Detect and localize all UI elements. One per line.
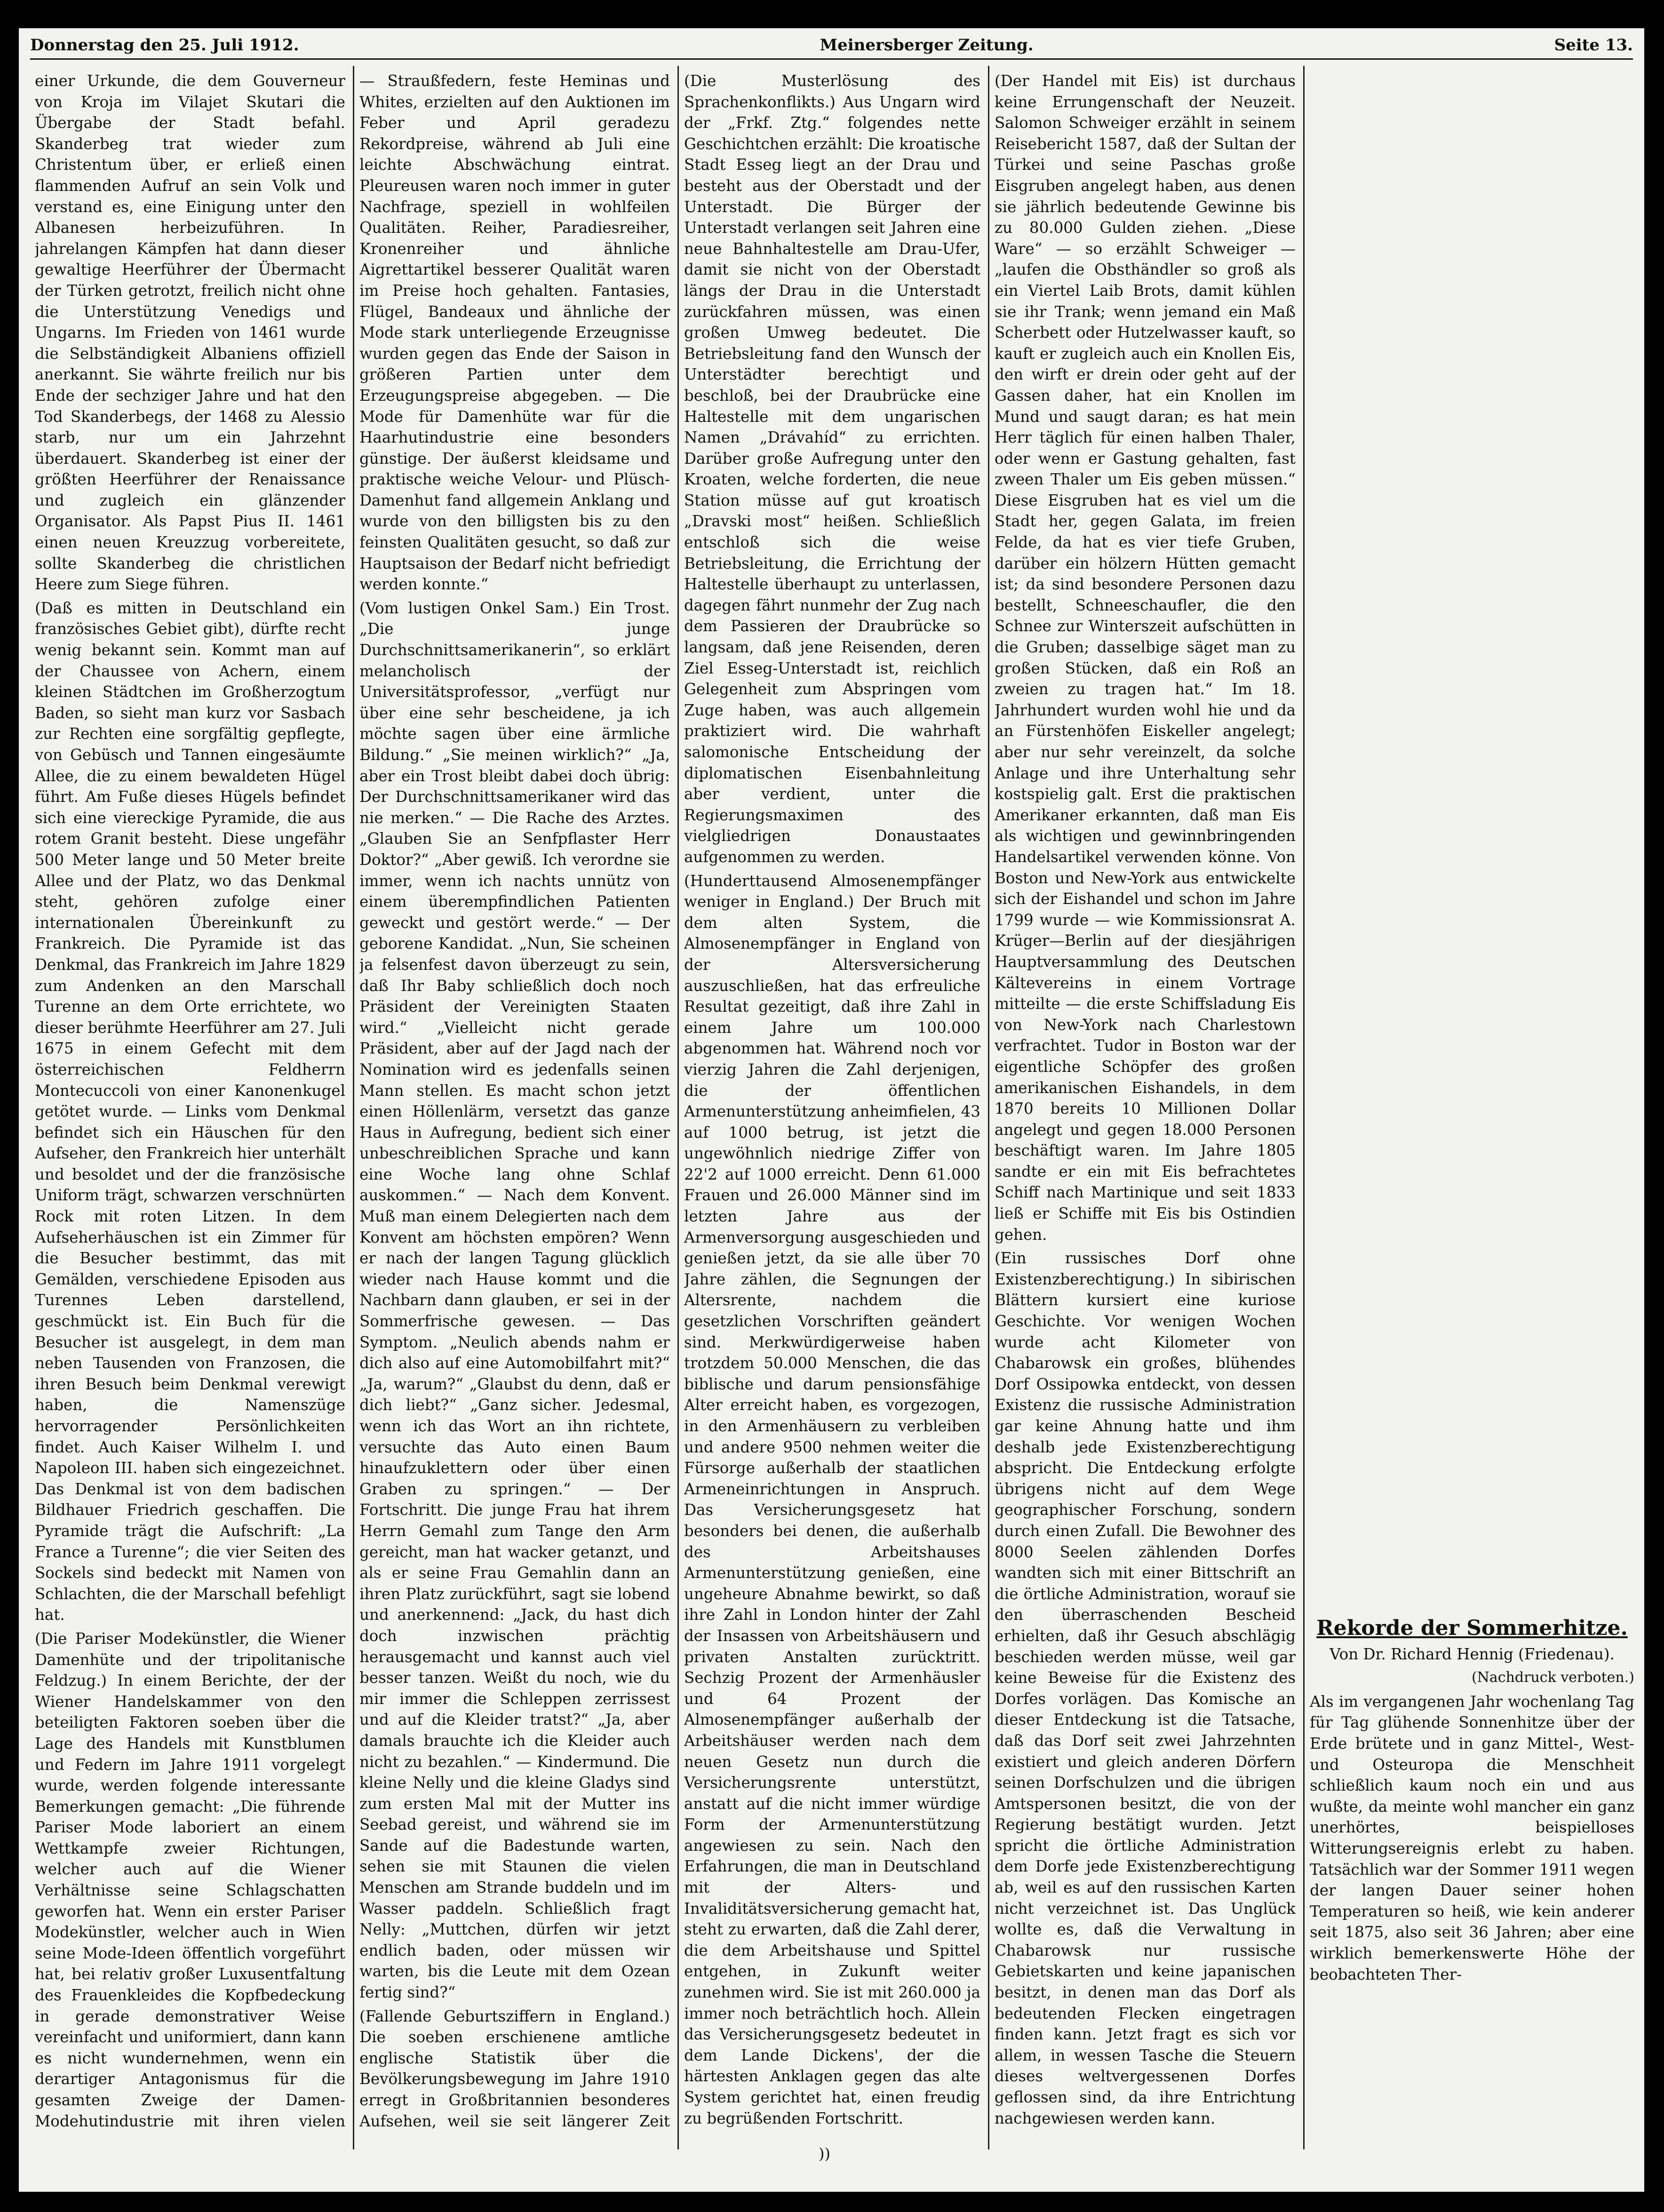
newspaper-page [19, 28, 1644, 2192]
paragraph: (Vom lustigen Onkel Sam.) Ein Trost. „Die junge Durchschnittsamerikanerin“, so erklärt melancholisch der Universitätsprofessor, „verfügt nur über eine sehr bescheidene, ja ich möchte sagen über eine ärmliche Bildung.“ „Sie meinen wirklich?“ „Ja, aber ein Trost bleibt dabei doch übrig: Der Durchschnittsamerikaner wird das nie merken.“ — Die Rache des Arztes. „Glauben Sie an Senfpflaster Herr Doktor?“ „Aber gewiß. Ich verordne sie immer, wenn ich nachts unnütz von einem überempfindlichen Patienten geweckt und gestört werde.“ — Der geborene Kandidat. „Nun, Sie scheinen ja felsenfest davon überzeugt zu sein, daß Ihr Baby schließlich doch noch Präsident der Vereinigten Staaten wird.“ „Vielleicht nicht gerade Präsident, aber auf der Jagd nach der Nomination wird es jedenfalls seinen Mann stellen. Es macht schon jetzt einen Höllenlärm, versetzt das ganze Haus in Aufregung, bedient sich einer unbeschreiblichen Sprache und kann eine Woche lang ohne Schlaf auskommen.“ — Nach dem Konvent. Muß man einem Delegierten nach dem Konvent am höchsten empören? Wenn er nach der langen Tagung glücklich wieder nach Hause kommt und die Nachbarn dann glauben, er sei in der Sommerfrische gewesen. — Das Symptom. „Neulich abends nahm er dich also auf eine Automobilfahrt mit?“ „Ja, warum?“ „Glaubst du denn, daß er dich liebt?“ „Ganz sicher. Jedesmal, wenn ich das Wort an ihn richtete, versuchte das Auto einen Baum hinaufzuklettern oder über einen Graben zu springen.“ — Der Fortschritt. Die junge Frau hat ihrem Herrn Gemahl zum Tange den Arm gereicht, man hat wacker getanzt, und als er seine Frau Gemahlin dann an ihren Platz zurückführt, sagt sie lobend und anerkennend: „Jack, du hast dich doch inzwischen prächtig herausgemacht und kannst auch viel besser tanzen. Weißt du noch, wie du mir immer die Schleppen zerrissest und auf die Kleider tratst?“ „Ja, aber damals brauchte ich die Kleider auch nicht zu bezahlen.“ — Kindermund. Die kleine Nelly und die kleine Gladys sind zum ersten Mal mit der Mutter ins Seebad gereist, und während sie im Sande auf die Badestunde warten, sehen sie mit Staunen die vielen Menschen am Strande buddeln und im Wasser paddeln. Schließlich fragt Nelly: „Muttchen, dürfen wir jetzt endlich baden, oder müssen wir warten, bis die Leute mit dem Ozean fertig sind?“ [359, 599, 670, 2002]
paragraph: (Die Pariser Modekünstler, die Wiener Damenhüte und der tripolitanische Feldzug.) In einem Berichte, der der Wiener Handelskammer von den beteiligten Faktoren soeben über die Lage des Handels mit Kunstblumen und Federn im Jahre 1911 vorgelegt wurde, werden folgende interessante Bemerkungen gemacht: „Die führende Pariser Mode laboriert an einem Wettkampfe zweier Richtungen, welcher auch auf die Wiener Verhältnisse seine Schlagschatten geworfen hat. Wenn ein erster Pariser Modekünstler, welcher auch in Wien seine Mode-Ideen öffentlich vorgeführt hat, bei relativ großer Luxusentfaltung des Frauenkleides die Kopfbedeckung in gerade demonstrativer Weise vereinfacht und uniformiert, dann kann es nicht wundernehmen, wenn ein derartiger Antagonismus für die gesamten Zweige der Damen-Modehutindustrie mit ihren vielen [35, 1629, 345, 2130]
column-rule [353, 66, 354, 2149]
column-5 [1310, 71, 1634, 2131]
column-rule [677, 66, 679, 2149]
page-header [30, 32, 1633, 60]
article-title: Rekorde der Sommerhitze. [1316, 1616, 1628, 1640]
paragraph: Als im vergangenen Jahr wochenlang Tag für Tag glühende Sonnenhitze über der Erde brütete und in ganz Mittel-, West- und Osteuropa die Menschheit schließlich kaum noch ein und aus wußte, da meinte wohl mancher ein ganz unerhörtes, beispielloses Witterungsereignis erlebt zu haben. Tatsächlich war der Sommer 1911 wegen der langen Dauer seiner hohen Temperaturen so heiß, wie kein anderer seit 1875, also seit 36 Jahren; aber eine wirklich bemerkenswerte Höhe der beobachteten Ther- [1310, 1692, 1634, 1983]
column-1 [35, 71, 345, 2131]
header-date: Donnerstag den 25. Juli 1912. [30, 36, 299, 55]
paragraph: (Hunderttausend Almosenempfänger weniger in England.) Der Bruch mit dem alten System, die Almosenempfänger in England von der Altersversicherung auszuschließen, hat das erfreuliche Resultat gezeitigt, daß ihre Zahl in einem Jahre um 100.000 abgenommen hat. Während noch vor vierzig Jahren die Zahl derjenigen, die der öffentlichen Armenunterstützung anheimfielen, 43 auf 1000 betrug, ist jetzt die ungewöhnlich niedrige Ziffer von 22'2 auf 1000 erreicht. Denn 61.000 Frauen und 26.000 Männer sind im letzten Jahre aus der Armenversorgung ausgeschieden und genießen jetzt, da sie alle über 70 Jahre zählen, die Segnungen der Altersrente, nachdem die gesetzlichen Vorschriften geändert sind. Merkwürdigerweise haben trotzdem 50.000 Menschen, die das biblische und darum pensionsfähige Alter erreicht haben, es vorgezogen, in den Armenhäusern zu verbleiben und andere 9500 nehmen weiter die Fürsorge außerhalb der staatlichen Armeneinrichtungen in Anspruch. Das Versicherungsgesetz hat besonders bei denen, die außerhalb des Arbeitshauses Armenunterstützung genießen, eine ungeheure Abnahme bewirkt, so daß ihre Zahl in London hinter der Zahl der Insassen von Arbeitshäusern und privaten Anstalten zurücktritt. Sechzig Prozent der Armenhäusler und 64 Prozent der Almosenempfänger außerhalb der Arbeitshäuser werden nach dem neuen Gesetz nun durch die Versicherungsrente unterstützt, anstatt auf die nicht immer würdige Form der Armenunterstützung angewiesen zu sein. Nach den Erfahrungen, die man in Deutschland mit der Alters- und Invaliditätsversicherung gemacht hat, steht zu erwarten, daß die Zahl derer, die dem Arbeitshause und Spittel entgehen, in Zukunft weiter zunehmen wird. Sie ist mit 260.000 ja immer noch beträchtlich hoch. Allein das Versicherungsgesetz bedeutet in dem Lande Dickens', der die härtesten Anklagen gegen das alte System gerichtet hat, einen freudig zu begrüßenden Fortschritt. [684, 872, 980, 2127]
column-rule [988, 66, 989, 2149]
header-masthead: Meinersberger Zeitung. [820, 36, 1034, 55]
paragraph: (Die Musterlösung des Sprachenkonflikts.) Aus Ungarn wird der „Frkf. Ztg.“ folgendes nette Geschichtchen erzählt: Die kroatische Stadt Esseg liegt an der Drau und besteht aus der Oberstadt und der Unterstadt. Die Bürger der Unterstadt verlangen seit Jahren eine neue Bahnhaltestelle am Drau-Ufer, damit sie nicht von der Oberstadt längs der Drau in die Unterstadt zurückfahren müssen, was einen großen Umweg bedeutet. Die Betriebsleitung fand den Wunsch der Unterstädter berechtigt und beschloß, bei der Draubrücke eine Haltestelle mit dem ungarischen Namen „Drávahíd“ zu errichten. Darüber große Aufregung unter den Kroaten, welche forderten, die neue Station müsse auf gut kroatisch „Dravski most“ heißen. Schließlich entschloß sich die weise Betriebsleitung, die Errichtung der Haltestelle überhaupt zu unterlassen, dagegen fährt nunmehr der Zug nach dem Passieren der Draubrücke so langsam, daß jene Reisenden, deren Ziel Esseg-Unterstadt ist, reichlich Gelegenheit zum Abspringen vom Zuge haben, was auch allgemein praktiziert wird. Die wahrhaft salomonische Entscheidung der diplomatischen Eisenbahnleitung aber verdient, unter die Regierungsmaximen des vielgliedrigen Donaustaates aufgenommen zu werden. [684, 72, 980, 866]
paragraph: — Straußfedern, feste Heminas und Whites, erzielten auf den Auktionen im Feber und April geradezu Rekordpreise, während ab Juli eine leichte Abschwächung eintrat. Pleureusen waren noch immer in guter Nachfrage, speziell in wohlfeilen Qualitäten. Reiher, Paradiesreiher, Kronenreiher und ähnliche Aigrettartikel besserer Qualität waren im Preise hoch gehalten. Fantasies, Flügel, Bandeaux und ähnliche der Mode stark unterliegende Erzeugnisse wurden gegen das Ende der Saison in größeren Partien unter dem Erzeugungspreise abgegeben. — Die Mode für Damenhüte war für die Haarhutindustrie eine besonders günstige. Der äußerst kleidsame und praktische weiche Velour- und Plüsch-Damenhut fand allgemein Anklang und wurde von den billigsten bis zu den feinsten Qualitäten gesucht, so daß zur Hauptsaison der Bedarf nicht befriedigt werden konnte.“ [359, 72, 670, 594]
header-page-number: Seite 13. [1554, 36, 1633, 55]
reprint-note: (Nachdruck verboten.) [1471, 1669, 1634, 1686]
column-3 [684, 71, 980, 2131]
paragraph: (Daß es mitten in Deutschland ein französisches Gebiet gibt), dürfte recht wenig bekannt sein. Kommt man auf der Chaussee von Achern, einem kleinen Städtchen im Großherzogtum Baden, so sieht man kurz vor Sasbach zur Rechten eine sorgfältig gepflegte, von Gebüsch und Tannen eingesäumte Allee, die zu einem bewaldeten Hügel führt. Am Fuße dieses Hügels befindet sich eine viereckige Pyramide, die aus rotem Granit besteht. Diese ungefähr 500 Meter lange und 50 Meter breite Allee und der Platz, wo das Denkmal steht, gehören zufolge einer internationalen Übereinkunft zu Frankreich. Die Pyramide ist das Denkmal, das Frankreich im Jahre 1829 zum Andenken an den Marschall Turenne an dem Orte errichtete, wo dieser berühmte Heerführer am 27. Juli 1675 in einem Gefecht mit dem österreichischen Feldherrn Montecuccoli von einer Kanonenkugel getötet wurde. — Links vom Denkmal befindet sich ein Häuschen für den Aufseher, den Frankreich hier unterhält und besoldet und der die französische Uniform trägt, schwarzen verschnürten Rock mit roten Litzen. In dem Aufseherhäuschen ist ein Zimmer für die Besucher bestimmt, das mit Gemälden, verschiedene Episoden aus Turennes Leben darstellend, geschmückt ist. Ein Buch für die Besucher ist ausgelegt, in dem man neben Tausenden von Franzosen, die ihren Besuch beim Denkmal verewigt haben, die Namenszüge hervorragender Persönlichkeiten findet. Auch Kaiser Wilhelm I. und Napoleon III. haben sich eingezeichnet. Das Denkmal ist von dem badischen Bildhauer Friedrich geschaffen. Die Pyramide trägt die Aufschrift: „La France a Turenne“; die vier Seiten des Sockels sind bedeckt mit Namen von Schlachten, die der Marschall befehligt hat. [35, 599, 345, 1624]
paragraph: einer Urkunde, die dem Gouverneur von Kroja im Vilajet Skutari die Übergabe der Stadt befahl. Skanderbeg trat wieder zum Christentum über, er erließ einen flammenden Aufruf an sein Volk und verstand es, eine Einigung unter den Albanesen herbeizuführen. In jahrelangen Kämpfen hat dann dieser gewaltige Heerführer der Übermacht der Türken getrotzt, freilich nicht ohne die Unterstützung Venedigs und Ungarns. Im Frieden von 1461 wurde die Selbständigkeit Albaniens offiziell anerkannt. Sie währte freilich nur bis Ende der sechziger Jahre und hat den Tod Skanderbegs, der 1468 zu Alessio starb, nur um ein Jahrzehnt überdauert. Skanderbeg ist einer der größten Heerführer der Renaissance und zugleich ein glänzender Organisator. Als Papst Pius II. 1461 einen neuen Kreuzzug vorbereitete, sollte Skanderbeg die christlichen Heere zum Siege führen. [35, 72, 345, 594]
column-2 [359, 71, 670, 2131]
paragraph: (Der Handel mit Eis) ist durchaus keine Errungenschaft der Neuzeit. Salomon Schweiger erzählt in seinem Reisebericht 1587, daß der Sultan der Türkei und seine Paschas große Eisgruben angelegt haben, aus denen sie jährlich bedeutende Gewinne bis zu 80.000 Gulden ziehen. „Diese Ware“ — so erzählt Schweiger — „laufen die Obsthändler so groß als ein Viertel Laib Brots, damit kühlen sie ihr Trank; wenn jemand ein Maß Scherbett oder Hutzelwasser kauft, so kauft er zugleich auch ein Knollen Eis, den wirft er drein oder geht auf der Gassen daher, hat ein Knollen im Mund und saugt daran; es hat mein Herr täglich für einen halben Thaler, oder wenn er Gastung gehalten, fast zween Thaler um Eis geben müssen.“ Diese Eisgruben hat es viel um die Stadt her, gegen Galata, im freien Felde, da hat es vier tiefe Gruben, darüber ein hölzern Hütten gemacht ist; da sind besondere Personen dazu bestellt, Schneeschaufler, die den Schnee zur Winterszeit aufschütten in die Gruben; dasselbige säget man zu großen Stücken, daß ein Roß an zweien zu tragen hat.“ Im 18. Jahrhundert wurden wohl hie und da an Fürstenhöfen Eiskeller angelegt; aber nur sehr vereinzelt, da solche Anlage und ihre Unterhaltung sehr kostspielig galt. Erst die praktischen Amerikaner erkannten, daß man Eis als wichtigen und gewinnbringenden Handelsartikel verwenden könne. Von Boston und New-York aus entwickelte sich der Eishandel und schon im Jahre 1799 wurde — wie Kommissionsrat A. Krüger—Berlin auf der diesjährigen Hauptversammlung des Deutschen Kältevereins in einem Vortrage mitteilte — die erste Schiffsladung Eis von New-York nach Charlestown verfrachtet. Tudor in Boston war der eigentliche Schöpfer des großen amerikanischen Eishandels, in dem 1870 bereits 10 Millionen Dollar angelegt und gegen 18.000 Personen beschäftigt waren. Im Jahre 1805 sandte er ein mit Eis befrachtetes Schiff nach Martinique und seit 1833 ließ er Schiffe mit Eis bis Ostindien gehen. [995, 72, 1296, 1244]
footer-mark: )) [819, 2145, 830, 2163]
paragraph: (Fallende Geburtsziffern in England.) Die soeben erschienene amtliche englische Statistik über die Bevölkerungsbewegung im Jahre 1910 erregt in Großbritannien besonderes Aufsehen, weil sie seit längerer Zeit [359, 2007, 670, 2130]
column-rule [1303, 66, 1305, 2149]
article-byline: Von Dr. Richard Hennig (Friedenau). [1330, 1645, 1615, 1663]
column-4 [995, 71, 1296, 2131]
paragraph: (Ein russisches Dorf ohne Existenzberechtigung.) In sibirischen Blättern kursiert eine kuriose Geschichte. Vor wenigen Wochen wurde acht Kilometer von Chabarowsk ein großes, blühendes Dorf Ossipowka entdeckt, von dessen Existenz die russische Administration gar keine Ahnung hatte und ihm deshalb jede Existenzberechtigung abspricht. Die Entdeckung erfolgte übrigens nicht auf dem Wege geographischer Forschung, sondern durch einen Zufall. Die Bewohner des 8000 Seelen zählenden Dorfes wandten sich mit einer Bittschrift an die örtliche Administration, worauf sie den überraschenden Bescheid erhielten, daß ihr Gesuch abschlägig beschieden werden müsse, weil gar keine Beweise für die Existenz des Dorfes vorlägen. Das Komische an dieser Entdeckung ist die Tatsache, daß das Dorf seit zwei Jahrzehnten existiert und gleich anderen Dörfern seinen Dorfschulzen und die übrigen Amtspersonen besitzt, die von der Regierung bestätigt wurden. Jetzt spricht die örtliche Administration dem Dorfe jede Existenzberechtigung ab, weil es auf den russischen Karten nicht verzeichnet ist. Das Unglück wollte es, daß die Verwaltung in Chabarowsk nur russische Gebietskarten und keine japanischen besitzt, in denen man das Dorf als bedeutenden Flecken eingetragen finden kann. Jetzt fragt es sich vor allem, in wessen Tasche die Steuern dieses weltvergessenen Dorfes geflossen sind, da ihre Entrichtung nachgewiesen werden kann. [995, 1249, 1296, 2127]
